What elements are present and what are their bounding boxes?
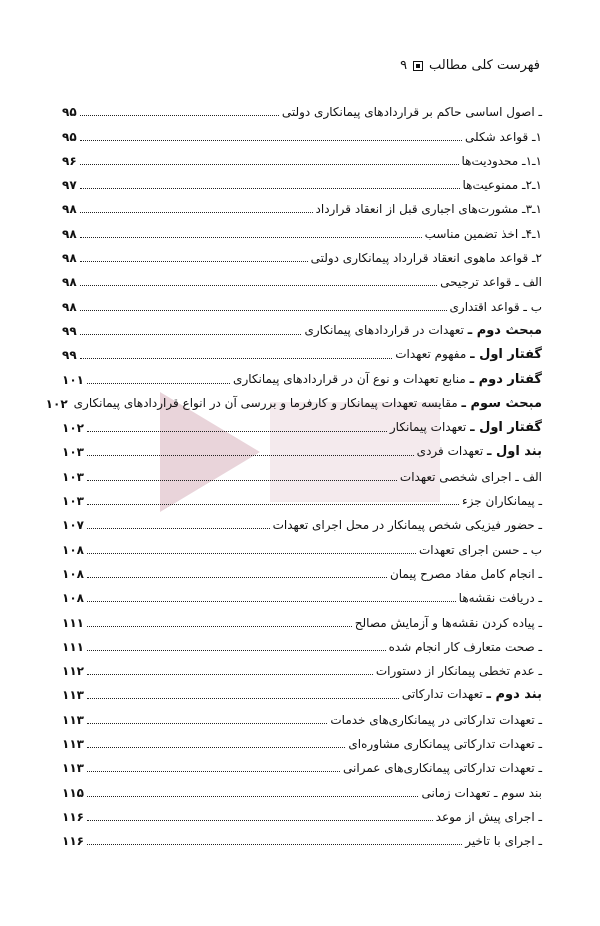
toc-entry-title: ۱ـ۲ـ ممنوعیت‌ها (462, 178, 542, 193)
toc-entry-title: مفهوم تعهدات (395, 347, 471, 362)
dot-leader (87, 479, 397, 481)
toc-entry-page-number: ۱۰۱ (62, 372, 84, 387)
toc-entry-page-number: ۱۰۸ (62, 542, 84, 557)
dot-leader (80, 139, 462, 141)
toc-entry-label (304, 322, 542, 339)
toc-entry-label (421, 785, 542, 801)
toc-entry-page-number: ۹۷ (62, 178, 77, 193)
dot-leader (87, 770, 340, 772)
toc-entry-title: ـ تعهدات تدارکاتی پیمانکاری‌های عمرانی (343, 761, 542, 776)
toc-entry-label (343, 760, 542, 776)
toc-entry-label (330, 712, 542, 728)
toc-entry-page-number: ۱۱۳ (62, 737, 84, 752)
toc-entry-title: بند سوم ـ تعهدات زمانی (421, 785, 542, 800)
toc-entry-label (273, 517, 542, 533)
toc-entry-label (390, 419, 542, 436)
toc-entry (62, 412, 542, 436)
toc-entry-title: ـ تعهدات تدارکاتی پیمانکاری مشاوره‌ای (348, 737, 542, 752)
toc-entry-page-number: ۱۰۳ (62, 469, 84, 484)
toc-entry-label (436, 809, 542, 825)
toc-entry-title: الف ـ قواعد ترجیحی (440, 275, 542, 290)
toc-entry-heading: بند دوم ـ (486, 687, 542, 703)
toc-entry (62, 145, 542, 169)
dot-leader (87, 625, 352, 627)
toc-entry-heading: بند اول ـ (486, 444, 542, 460)
toc-entry-label (395, 346, 542, 363)
dot-leader (87, 454, 414, 456)
toc-entry (62, 315, 542, 339)
toc-entry-page-number: ۹۹ (62, 323, 77, 338)
toc-entry (62, 776, 542, 800)
toc-entry-page-number: ۱۰۸ (62, 566, 84, 581)
toc-entry (62, 290, 542, 314)
toc-entry-label (459, 590, 542, 606)
toc-entry (62, 217, 542, 241)
toc-entry-title: ـ انجام کامل مفاد مصرح پیمان (389, 566, 542, 581)
toc-entry-title: ـ اصول اساسی حاکم بر قراردادهای پیمانکاری دولتی (281, 105, 542, 120)
dot-leader (87, 673, 373, 675)
toc-entry (62, 339, 542, 363)
toc-entry (62, 606, 542, 630)
toc-entry-label (316, 201, 542, 217)
toc-entry-title: ـ تعهدات تدارکاتی در پیمانکاری‌های خدمات (330, 712, 542, 727)
toc-entry (62, 509, 542, 533)
toc-entry-title: ۱ـ۴ـ اخذ تضمین مناسب (424, 226, 542, 241)
toc-entry-title: ـ حضور فیزیکی شخص پیمانکار در محل اجرای تعهدات (272, 518, 542, 533)
toc-entry-label (450, 299, 543, 315)
dot-leader (87, 430, 387, 432)
toc-entry-page-number: ۱۰۲ (45, 396, 68, 411)
toc-entry-label (355, 615, 542, 631)
toc-entry-page-number: ۹۵ (62, 105, 77, 120)
toc-entry-title: ب ـ قواعد اقتداری (449, 299, 542, 314)
toc-entry (62, 436, 542, 460)
toc-entry (62, 655, 542, 679)
toc-entry-page-number: ۱۰۸ (62, 591, 84, 606)
toc-entry-title: ۱ـ۱ـ محدودیت‌ها (461, 153, 542, 168)
toc-entry-title: ـ عدم تخطی پیمانکار از دستورات (375, 664, 542, 679)
toc-entry-label (417, 443, 542, 460)
dot-leader (80, 284, 437, 286)
dot-leader (80, 357, 393, 359)
toc-entry-page-number: ۹۵ (62, 129, 77, 144)
toc-entry-title: ـ پیاده کردن نقشه‌ها و آزمایش مصالح (354, 615, 542, 630)
toc-entry-page-number: ۱۱۲ (62, 664, 84, 679)
toc-entry-title: تعهدات پیمانکار (389, 420, 471, 435)
dot-leader (80, 114, 279, 116)
toc-entry-label (402, 686, 542, 703)
dot-leader (87, 795, 418, 797)
toc-entry (45, 388, 542, 412)
toc-entry (62, 460, 542, 484)
dot-leader (87, 843, 462, 845)
toc-entry-label (425, 226, 542, 242)
toc-entry-label (462, 493, 542, 509)
toc-entry (62, 363, 542, 387)
toc-entry (62, 558, 542, 582)
header-title: فهرست کلی مطالب (429, 58, 540, 73)
toc-entry-title: ـ اجرای پیش از موعد (435, 809, 542, 824)
toc-entry-label (389, 639, 542, 655)
toc-entry-page-number: ۹۸ (62, 251, 77, 266)
dot-leader (87, 552, 416, 554)
toc-entry (62, 582, 542, 606)
dot-leader (87, 503, 459, 505)
toc-entry-page-number: ۱۰۷ (62, 518, 84, 533)
toc-entry-page-number: ۹۸ (62, 202, 77, 217)
toc-entry (62, 169, 542, 193)
running-header (400, 58, 540, 73)
toc-entry-page-number: ۹۸ (62, 226, 77, 241)
toc-entry (62, 120, 542, 144)
toc-entry-page-number: ۱۱۶ (62, 834, 84, 849)
toc-entry-page-number: ۱۰۳ (62, 494, 84, 509)
toc-entry-heading: مبحث دوم ـ (467, 322, 542, 338)
toc-entry-page-number: ۱۱۶ (62, 809, 84, 824)
toc-entry-title: تعهدات فردی (416, 444, 487, 459)
toc-entry-page-number: ۱۱۵ (62, 785, 84, 800)
toc-entry (62, 801, 542, 825)
toc-entry-title: ۲ـ قواعد ماهوی انعقاد قرارداد پیمانکاری دولتی (310, 251, 542, 266)
toc-entry (62, 631, 542, 655)
dot-leader (87, 649, 386, 651)
toc-entry-page-number: ۱۰۲ (62, 421, 84, 436)
toc-entry (62, 485, 542, 509)
toc-entry-page-number: ۱۱۱ (62, 615, 84, 630)
dot-leader (87, 600, 456, 602)
dot-leader (80, 187, 460, 189)
toc-entry-page-number: ۱۱۳ (62, 761, 84, 776)
toc-entry-label (463, 177, 543, 193)
toc-entry-label (400, 469, 542, 485)
toc-entry-title: ـ اجرای با تاخیر (465, 834, 542, 849)
dot-leader (80, 163, 459, 165)
toc-entry-label (233, 371, 542, 388)
toc-entry (62, 96, 542, 120)
header-page-number: ۹ (400, 58, 408, 73)
dot-leader (80, 309, 447, 311)
toc-entry-title: ـ دریافت نقشه‌ها (458, 591, 542, 606)
toc-entry-title: الف ـ اجرای شخصی تعهدات (399, 469, 542, 484)
toc-entry-title: تعهدات در قراردادهای پیمانکاری (304, 322, 468, 337)
toc-entry (62, 703, 542, 727)
toc-entry-label (376, 663, 542, 679)
dot-leader (87, 697, 399, 699)
toc-entry-label (348, 736, 542, 752)
toc-entry-label (282, 104, 542, 120)
toc-entry-heading: گفتار اول ـ (470, 347, 542, 363)
dot-leader (87, 746, 345, 748)
toc-entry (62, 752, 542, 776)
toc-entry-heading: گفتار اول ـ (470, 420, 542, 436)
toc-entry-label (465, 129, 542, 145)
toc-entry (62, 242, 542, 266)
toc-entry-title: ۱ـ۳ـ مشورت‌های اجباری قبل از انعقاد قرارداد (315, 202, 542, 217)
toc-entry-title: منابع تعهدات و نوع آن در قراردادهای پیمانکاری (233, 371, 470, 386)
toc-entry-page-number: ۹۶ (62, 153, 77, 168)
toc-entry (62, 679, 542, 703)
toc-entry-title: ب ـ حسن اجرای تعهدات (418, 542, 542, 557)
dot-leader (87, 819, 433, 821)
toc-entry-label (462, 153, 542, 169)
toc-entry-page-number: ۱۱۳ (62, 712, 84, 727)
dot-leader (80, 211, 313, 213)
toc-entry-label (440, 274, 542, 290)
toc-entry-heading: مبحث سوم ـ (461, 395, 542, 411)
dot-leader (87, 722, 327, 724)
square-bullet-icon (413, 61, 423, 71)
toc-entry-label (465, 833, 542, 849)
toc-entry-title: ـ پیمانکاران جزء (462, 494, 542, 509)
toc-entry (62, 533, 542, 557)
toc-entry-title: مقایسه تعهدات پیمانکار و کارفرما و بررسی آن در انواع قراردادهای پیمانکاری (73, 395, 462, 410)
dot-leader (87, 382, 230, 384)
toc-entry-page-number: ۱۱۱ (62, 639, 84, 654)
toc-entry-heading: گفتار دوم ـ (469, 371, 542, 387)
dot-leader (80, 236, 422, 238)
dot-leader (87, 576, 387, 578)
toc-entry-page-number: ۱۰۳ (62, 445, 84, 460)
toc-entry-label (419, 542, 542, 558)
toc-entry (62, 825, 542, 849)
toc-entry (62, 728, 542, 752)
toc-entry-page-number: ۱۱۳ (62, 688, 84, 703)
dot-leader (80, 333, 302, 335)
toc-entry-label (390, 566, 542, 582)
toc-entry-title: تعهدات تدارکاتی (401, 687, 487, 702)
toc-entry-page-number: ۹۹ (62, 348, 77, 363)
table-of-contents (45, 96, 542, 849)
dot-leader (80, 260, 308, 262)
toc-entry-page-number: ۹۸ (62, 299, 77, 314)
toc-entry-title: ۱ـ قواعد شکلی (465, 129, 542, 144)
toc-entry (62, 193, 542, 217)
toc-entry-label (311, 250, 542, 266)
toc-entry-title: ـ صحت متعارف کار انجام شده (388, 639, 542, 654)
toc-entry-page-number: ۹۸ (62, 275, 77, 290)
dot-leader (87, 527, 270, 529)
toc-entry (62, 266, 542, 290)
toc-entry-label (74, 395, 542, 412)
